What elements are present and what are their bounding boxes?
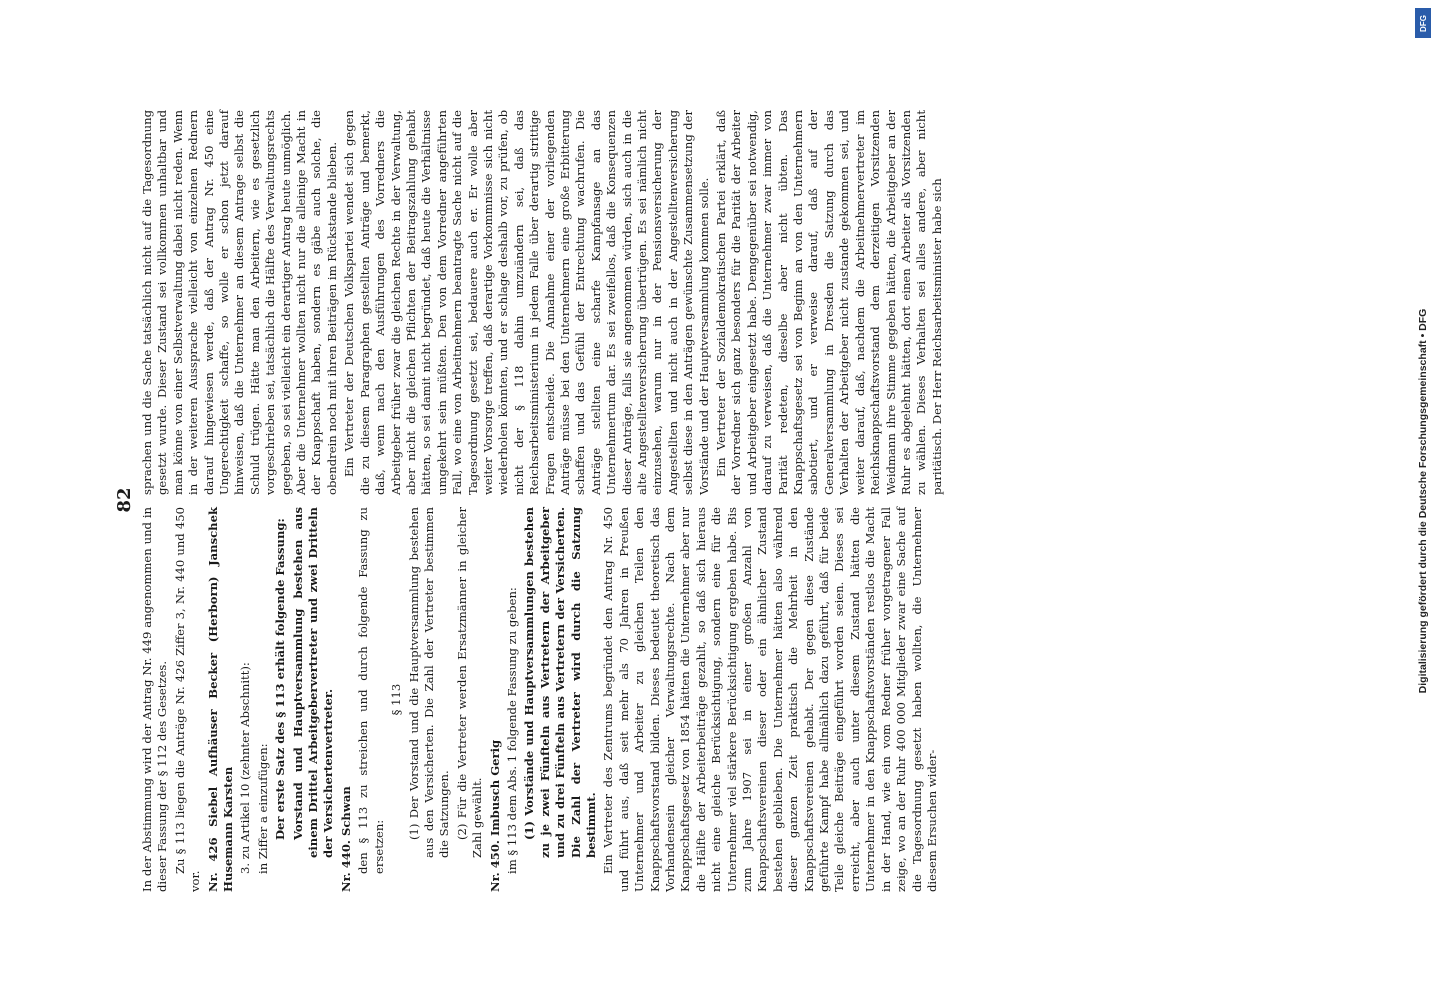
dfg-logo-icon: DFG: [1415, 8, 1431, 38]
paragraph: (1) Der Vorstand und die Hauptversammlung bestehen aus den Versicherten. Die Zahl der Vertreter bestimmen die Satzungen.: [406, 507, 452, 858]
paragraph: Ein Vertreter der Deutschen Volkspartei wendet sich gegen die zu diesem Paragraphen gestellten Anträge und bemerkt, daß, wenn nach den Ausführungen des Vorredners die Arbeitgeber früher zwar die gleichen Rechte in der Verwaltung, aber nicht die gleichen Pflichten der Beitragszahlung gehabt hätten, so sei damit nicht begründet, daß heute die Verhältnisse umgekehrt sein müßten. Den von dem Vorredner angeführten Fall, wo eine von Arbeitnehmern beantragte Sache nicht auf die Tagesordnung gesetzt sei, bedauere auch er. Er wolle aber weiter Vorsorge treffen, daß derartige Vorkommnisse sich nicht wiederholen könnten, und er schlage deshalb vor, zu prüfen, ob nicht der § 118 dahin umzuändern sei, daß das Reichsarbeitsministerium in jedem Falle über derartig strittige Fragen entscheide. Die Annahme einer der vorliegenden Anträge müsse bei den Unternehmern eine große Erbitterung schaffen und das Gefühl der Entrechtung wachrufen. Die Anträge stellten eine scharfe Kampfansage an das Unternehmertum dar. Es sei zweifellos, daß die Konsequenzen dieser Anträge, falls sie angenommen würden, sich auch in die alte Angestelltenversicherung übertrügen. Es sei nämlich nicht einzusehen, warum nur in der Pensionsversicherung der Angestellten und nicht auch in der Angestelltenversicherung selbst diese in den Anträgen gewünschte Zusammensetzung der Vorstände und der Hauptversammlung kommen solle.: [342, 110, 711, 495]
paragraph: Ein Vertreter der Sozialdemokratischen Partei erklärt, daß der Vorredner sich ganz besonders für die Parität der Arbeiter und Arbeitgeber eingesetzt habe. Demgegenüber sei notwendig, darauf zu verweisen, daß die Unternehmer zwar immer von Parität redeten, dieselbe aber nicht übten. Das Knappschaftsgesetz sei von Beginn an von den Unternehmern sabotiert, und er verweise darauf, daß auf der Generalversammlung in Dresden die Satzung durch das Verhalten der Arbeitgeber nicht zustande gekommen sei, und weiter darauf, daß, nachdem die Arbeitnehmervertreter im Reichsknappschaftsvorstand dem derzeitigen Vorsitzenden Weidmann ihre Stimme gegeben hätten, die Arbeitgeber an der Ruhr es abgelehnt hätten, dort einen Arbeiter als Vorsitzenden zu wählen. Dieses Verhalten sei alles andere, aber nicht paritätisch. Der Herr Reichsarbeitsminister habe sich: [714, 110, 944, 495]
paragraph: (1) Vorstände und Hauptversammlungen bestehen zu je zwei Fünfteln aus Vertretern der Arbeitgeber und zu drei Fünfteln aus Vertretern der Versicherten. Die Zahl der Vertreter wird durch die Satzung bestimmt.: [522, 507, 598, 858]
motion-heading: Nr. 440. Schwan: [338, 786, 353, 892]
motion-heading: Nr. 450. Imbusch Gerig: [487, 739, 502, 892]
paragraph: In der Abstimmung wird der Antrag Nr. 449 angenommen und in dieser Fassung der § 112 des Gesetzes.: [140, 507, 170, 892]
page-number: 82: [114, 487, 135, 513]
document-page: [100, 90, 1300, 910]
paragraph: den § 113 zu streichen und durch folgende Fassung zu ersetzen:: [356, 507, 386, 874]
paragraph: in Ziffer a einzufügen:: [255, 743, 270, 874]
section-label: § 113: [389, 683, 404, 716]
paragraph: 3. zu Artikel 10 (zehnter Abschnitt):: [238, 662, 253, 874]
paragraph: (2) Für die Vertreter werden Ersatzmänner in gleicher Zahl gewählt.: [454, 507, 485, 858]
dfg-sidebar: [1412, 6, 1434, 996]
paragraph: Der erste Satz des § 113 erhält folgende Fassung:: [273, 518, 288, 840]
paragraph: Vorstand und Hauptversammlung bestehen aus einem Drittel Arbeitgebervertreter und zwei Dritteln der Versichertenvertreter.: [290, 507, 336, 858]
dfg-credit-text: Digitalisierung gefördert durch die Deutsche Forschungsgemeinschaft • DFG: [1417, 308, 1429, 694]
paragraph: Zu § 113 liegen die Anträge Nr. 426 Ziffer 3, Nr. 440 und 450 vor.: [172, 507, 203, 892]
paragraph: Ein Vertreter des Zentrums begründet den Antrag Nr. 450 und führt aus, daß seit mehr als 70 Jahren in Preußen Unternehmer und Arbeiter zu gleichen Teilen den Knappschaftsvorstand bilden. Dieses bedeutet theoretisch das Vorhandensein gleicher Verwaltungsrechte. Nach dem Knappschaftsgesetz von 1854 hätten die Unternehmer aber nur die Hälfte der Arbeiterbeiträge gezahlt, so daß sich hieraus nicht eine gleiche Berücksichtigung, sondern eine für die Unternehmer viel stärkere Berücksichtigung ergeben habe. Bis zum Jahre 1907 sei in einer großen Anzahl von Knappschaftsvereinen dieser oder ein ähnlicher Zustand bestehen geblieben. Die Unternehmer hätten also während dieser ganzen Zeit praktisch die Mehrheit in den Knappschaftsvereinen gehabt. Der gegen diese Zustände geführte Kampf habe allmählich dazu geführt, daß für beide Teile gleiche Beiträge eingeführt worden seien. Dieses sei erreicht, aber auch unter diesem Zustand hätten die Unternehmer in den Knappschaftsvorständen restlos die Macht in der Hand, wie ein vom Redner früher vorgetragener Fall zeige, wo an der Ruhr 400 000 Mitglieder zwar eine Sache auf die Tagesordnung gesetzt haben wollten, die Unternehmer diesem Ersuchen wider-: [601, 507, 939, 892]
paragraph: sprachen und die Sache tatsächlich nicht auf die Tagesordnung gesetzt wurde. Dieser Zustand sei vollkommen unhaltbar und man könne von einer Selbstverwaltung dabei nicht reden. Wenn in der weiteren Aussprache vielleicht von einzelnen Rednern darauf hingewiesen werde, daß der Antrag Nr. 450 eine Ungerechtigkeit schaffe, so wolle er schon jetzt darauf hinweisen, daß die Unternehmer an diesem Antrage selbst die Schuld trügen. Hätte man den Arbeitern, wie es gesetzlich vorgeschrieben sei, tatsächlich die Hälfte des Verwaltungsrechts gegeben, so sei vielleicht ein derartiger Antrag heute unmöglich. Aber die Unternehmer wollten nicht nur die alleinige Macht in der Knappschaft haben, sondern es gäbe auch solche, die obendrein noch mit ihren Beiträgen im Rückstande blieben.: [140, 110, 339, 495]
right-text-column: [140, 110, 947, 495]
paragraph: im § 113 dem Abs. 1 folgende Fassung zu geben:: [504, 587, 519, 874]
left-text-column: [140, 507, 942, 892]
motion-heading: Nr. 426 Siebel Aufhäuser Becker (Herborn) Janschek Husemann Karsten: [205, 507, 236, 892]
